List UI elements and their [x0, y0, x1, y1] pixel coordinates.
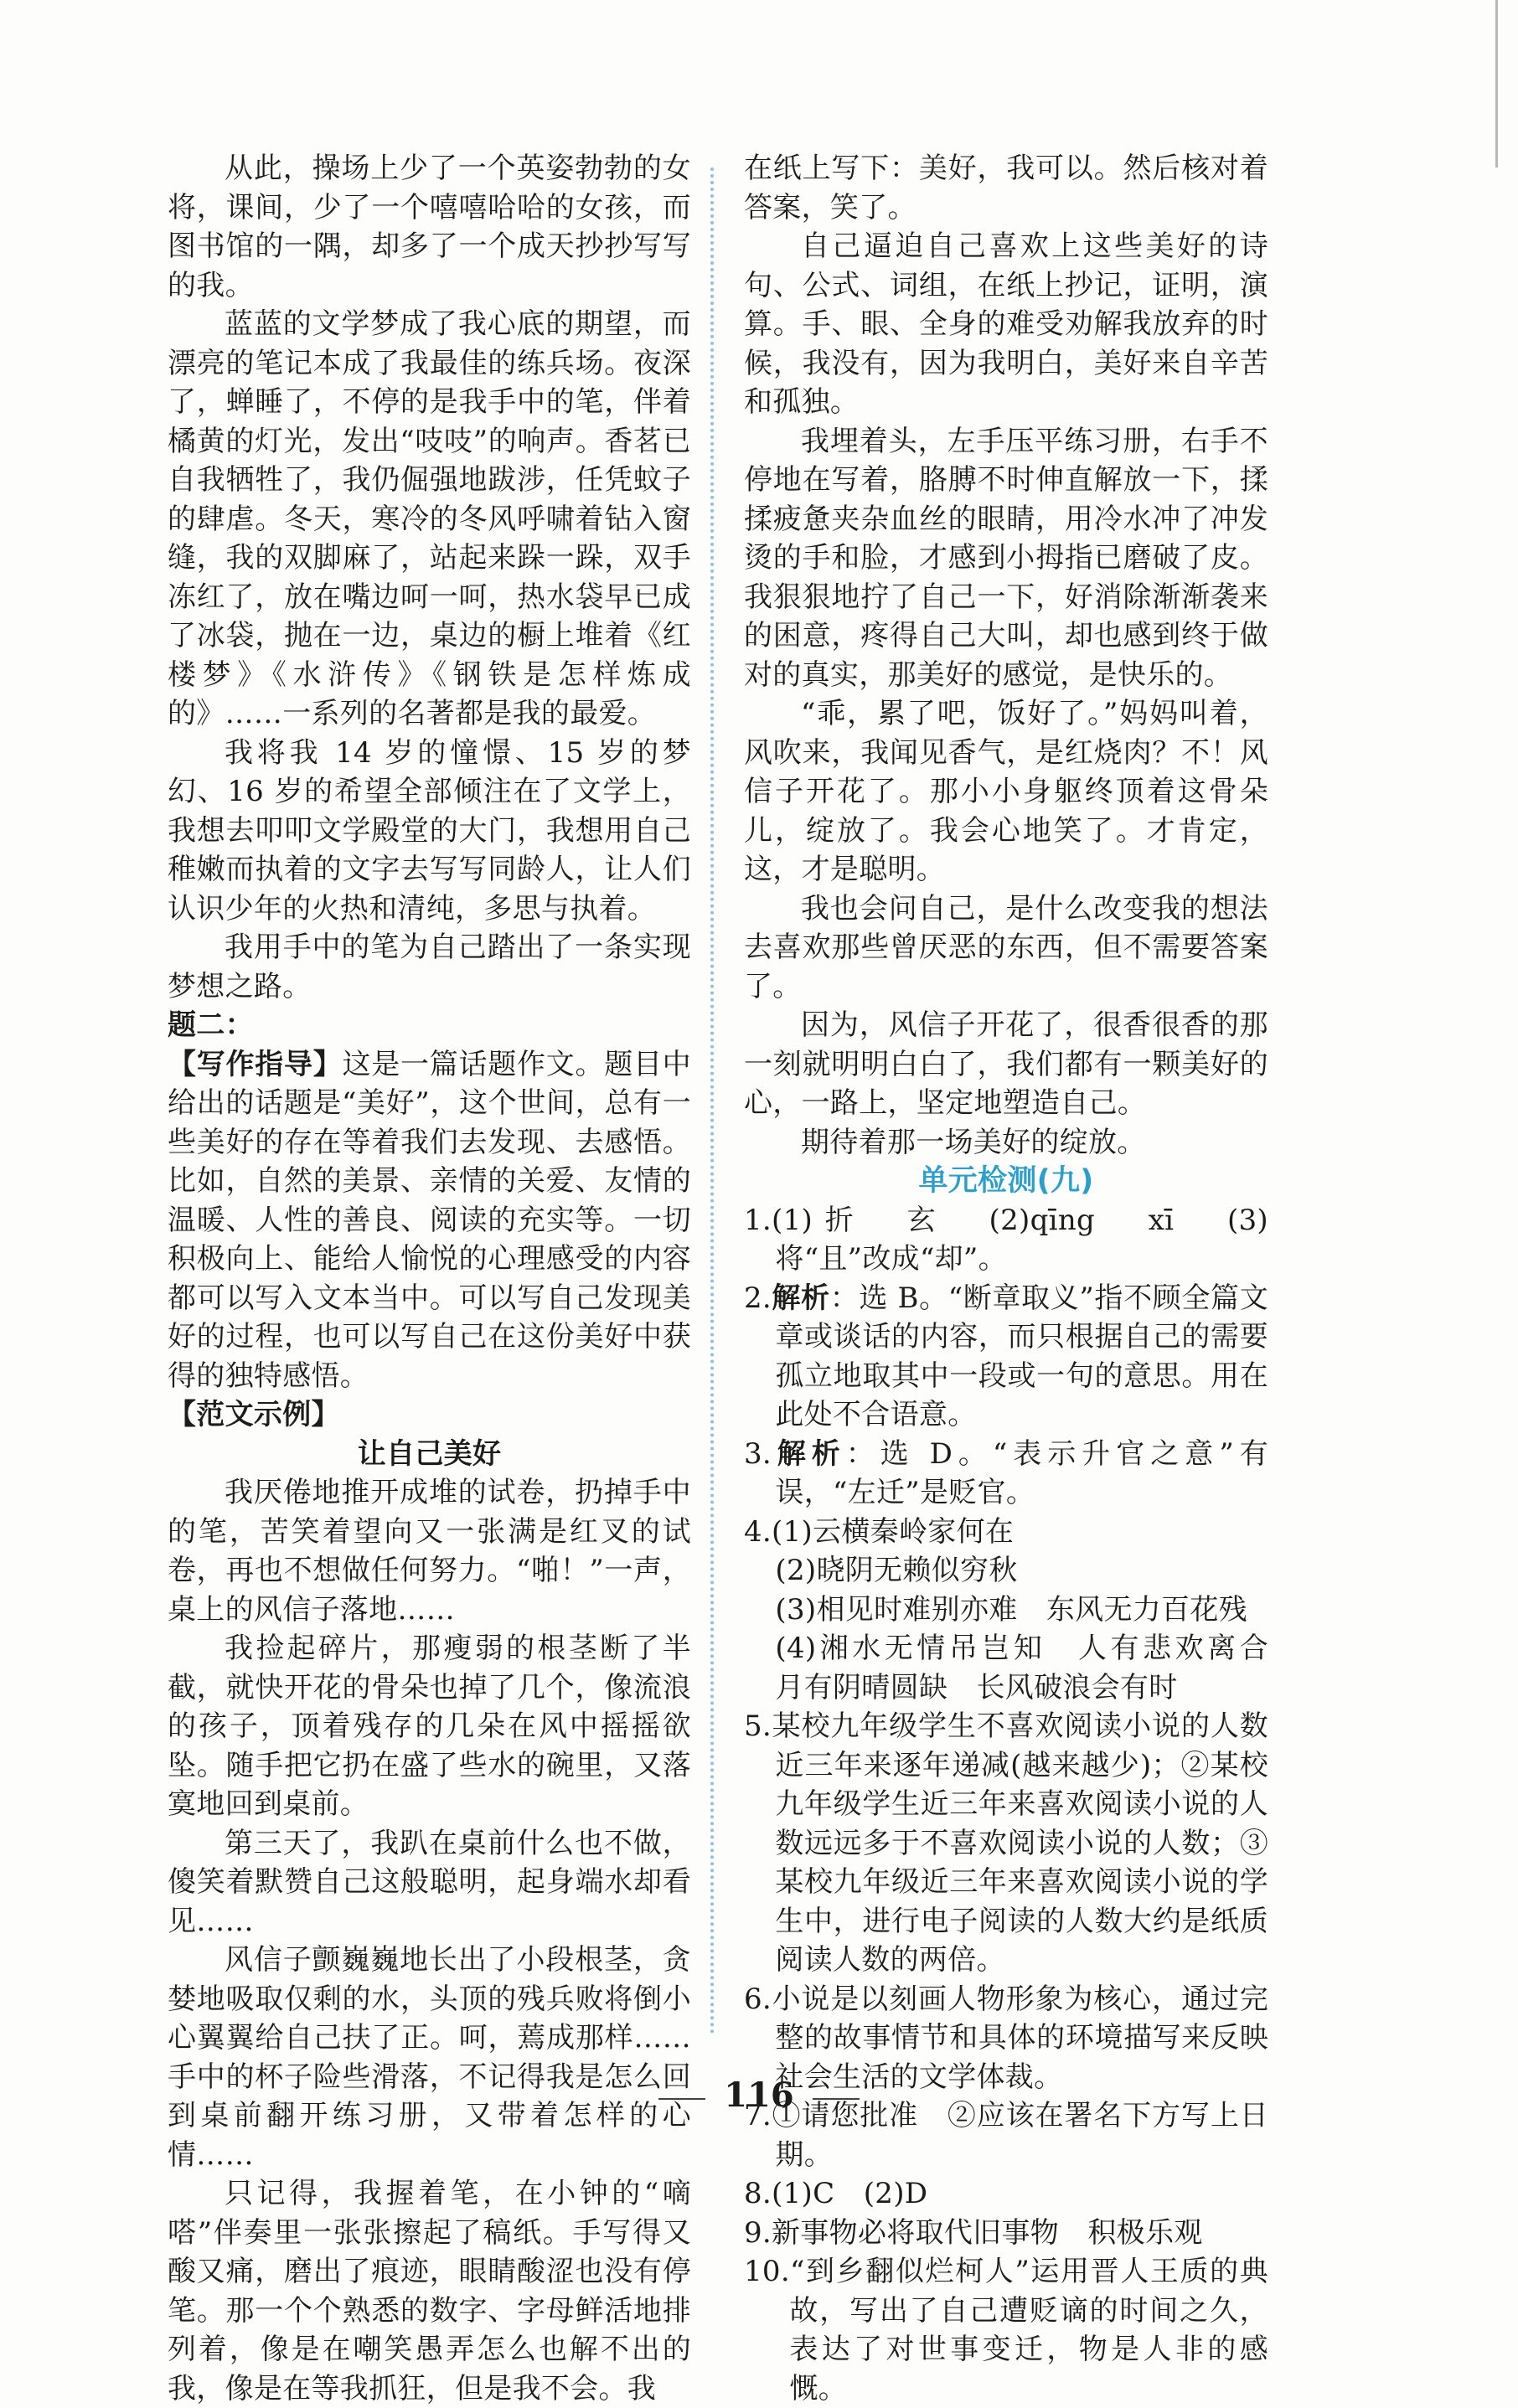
analysis-label: 解析	[772, 1281, 830, 1315]
essay-paragraph: 我也会问自己，是什么改变我的想法去喜欢那些曾厌恶的东西，但不需要答案了。	[744, 891, 1268, 1003]
essay-paragraph: 只记得，我握着笔，在小钟的“嘀嗒”伴奏里一张张擦起了稿纸。手写得又酸又痛，磨出了痕迹，眼睛酸涩也没有停笔。那一个个熟悉的数字、字母鲜活地排列着，像是在嘲笑愚弄怎么也解不出的我，像是在等我抓狂，但是我不会。我	[168, 2177, 691, 2405]
answer-item	[744, 1435, 1268, 1513]
right-column	[744, 149, 1298, 2408]
essay-paragraph: 我用手中的笔为自己踏出了一条实现梦想之路。	[168, 931, 691, 1003]
essay-paragraph: 我将我 14 岁的憧憬、15 岁的梦幻、16 岁的希望全部倾注在了文学上，我想去叩叩文学殿堂的大门，我想用自己稚嫩而执着的文字去写写同龄人，让人们认识少年的火热和清纯，多思与执着。	[168, 735, 691, 926]
answer-item: 10.“到乡翻似烂柯人”运用晋人王质的典故，写出了自己遭贬谪的时间之久，表达了对世事变迁，物是人非的感慨。	[744, 2255, 1268, 2405]
page-number: 116	[724, 2075, 794, 2115]
column-divider	[710, 168, 714, 2035]
answer-number: 2.	[744, 1281, 772, 1315]
writing-guide-text: 这是一篇话题作文。题目中给出的话题是“美好”，这个世间，总有一些美好的存在等着我们去发现、去感悟。比如，自然的美景、亲情的关爱、友情的温暖、人性的善良、阅读的充实等。一切积极向上、能给人愉悦的心理感受的内容都可以写入文本当中。可以写自己发现美好的过程，也可以写自己在这份美好中获得的独特感悟。	[168, 1047, 691, 1393]
answer-text: ：选 B。“断章取义”指不顾全篇文章或谈话的内容，而只根据自己的需要孤立地取其中一段或一句的意思。用在此处不合语意。	[775, 1281, 1268, 1431]
answer-subitem: (4)湘水无情吊岂知 人有悲欢离合 月有阴晴圆缺 长风破浪会有时	[775, 1632, 1298, 1704]
essay-paragraph: 蓝蓝的文学梦成了我心底的期望，而漂亮的笔记本成了我最佳的练兵场。夜深了，蝉睡了，不停的是我手中的笔，伴着橘黄的灯光，发出“吱吱”的响声。香茗已自我牺牲了，我仍倔强地跋涉，任凭蚊子的肆虐。冬天，寒冷的冬风呼啸着钻入窗缝，我的双脚麻了，站起来跺一跺，双手冻红了，放在嘴边呵一呵，热水袋早已成了冰袋，抛在一边，桌边的橱上堆着《红楼梦》《水浒传》《钢铁是怎样炼成的》……一系列的名著都是我的最爱。	[168, 307, 691, 730]
writing-guide	[168, 1045, 691, 1396]
essay-paragraph: 风信子颤巍巍地长出了小段根茎，贪婪地吸取仅剩的水，头顶的残兵败将倒小心翼翼给自己扶了正。呵，蔫成那样……手中的杯子险些滑落，不记得我是怎么回到桌前翻开练习册，又带着怎样的心情……	[168, 1943, 691, 2172]
essay-paragraph: 因为，风信子开花了，很香很香的那一刻就明明白白了，我们都有一颗美好的心，一路上，坚定地塑造自己。	[744, 1008, 1268, 1120]
essay-title: 让自己美好	[357, 1436, 502, 1471]
essay-paragraph: “乖，累了吧，饭好了。”妈妈叫着，风吹来，我闻见香气，是红烧肉？不！风信子开花了。那小小身躯终顶着这骨朵儿，绽放了。我会心地笑了。才肯定，这，才是聪明。	[744, 697, 1268, 886]
answer-item: 4.(1)云横秦岭家何在	[744, 1514, 1015, 1549]
footer-dash-right	[813, 2098, 860, 2100]
answer-item: 1.(1)折 玄 (2)qīng xī (3)将“且”改成“却”。	[744, 1203, 1268, 1276]
essay-paragraph: 我捡起碎片，那瘦弱的根茎断了半截，就快开花的骨朵也掉了几个，像流浪的孩子，顶着残存的几朵在风中摇摇欲坠。随手把它扔在盛了些水的碗里，又落寞地回到桌前。	[168, 1632, 691, 1821]
answer-subitem: (2)晓阴无赖似穷秋	[775, 1554, 1018, 1587]
left-column	[168, 149, 691, 2408]
essay-paragraph: 在纸上写下：美好，我可以。然后核对着答案，笑了。	[744, 152, 1268, 224]
essay-paragraph: 期待着那一场美好的绽放。	[801, 1125, 1146, 1159]
answer-item: 8.(1)C (2)D	[744, 2177, 928, 2210]
page-edge-line	[1495, 0, 1498, 168]
topic-two-heading: 题二：	[168, 1008, 254, 1042]
answer-item: 9.新事物必将取代旧事物 积极乐观	[744, 2215, 1203, 2250]
essay-paragraph: 第三天了，我趴在桌前什么也不做，傻笑着默赞自己这般聪明，起身端水却看见……	[168, 1826, 691, 1938]
writing-guide-label: 【写作指导】	[168, 1047, 343, 1081]
answer-subitem: (3)相见时难别亦难 东风无力百花残	[775, 1592, 1247, 1627]
answer-item	[744, 1279, 1268, 1435]
essay-paragraph: 我埋着头，左手压平练习册，右手不停地在写着，胳膊不时伸直解放一下，揉揉疲惫夹杂血丝的眼睛，用冷水冲了冲发烫的手和脸，才感到小拇指已磨破了皮。我狠狠地拧了自己一下，好消除渐渐袭来的困意，疼得自己大叫，却也感到终于做对的真实，那美好的感觉，是快乐的。	[744, 424, 1268, 692]
unit-test-title: 单元检测(九)	[918, 1164, 1094, 1198]
answer-item: 7.①请您批准 ②应该在署名下方写上日期。	[744, 2099, 1268, 2172]
example-essay-label: 【范文示例】	[168, 1398, 340, 1431]
analysis-label: 解析	[772, 1436, 846, 1471]
answer-item: 5.某校九年级学生不喜欢阅读小说的人数近三年来逐年递减(越来越少)；②某校九年级学生近三年来喜欢阅读小说的人数远远多于不喜欢阅读小说的人数；③某校九年级近三年来喜欢阅读小说的学生中，进行电子阅读的人数大约是纸质阅读人数的两倍。	[744, 1709, 1268, 1977]
essay-paragraph: 我厌倦地推开成堆的试卷，扔掉手中的笔，苦笑着望向又一张满是红叉的试卷，再也不想做任何努力。“啪！”一声，桌上的风信子落地……	[168, 1476, 691, 1627]
essay-paragraph: 从此，操场上少了一个英姿勃勃的女将，课间，少了一个嘻嘻哈哈的女孩，而图书馆的一隅，却多了一个成天抄抄写写的我。	[168, 152, 691, 302]
answer-text: ：选 D。“表示升官之意”有误，“左迁”是贬官。	[775, 1436, 1269, 1509]
essay-paragraph: 自己逼迫自己喜欢上这些美好的诗句、公式、词组，在纸上抄记，证明，演算。手、眼、全身的难受劝解我放弃的时候，我没有，因为我明白，美好来自辛苦和孤独。	[744, 229, 1268, 419]
answer-item: 6.小说是以刻画人物形象为核心，通过完整的故事情节和具体的环境描写来反映社会生活的文学体裁。	[744, 1982, 1268, 2094]
answer-number: 3.	[744, 1436, 772, 1471]
footer-dash-left	[658, 2098, 705, 2100]
page-footer	[0, 2075, 1518, 2115]
